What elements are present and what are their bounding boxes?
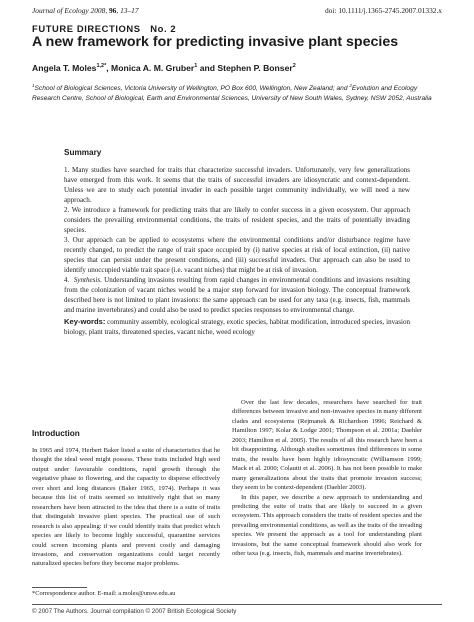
series-label: FUTURE DIRECTIONS No. 2 [32, 23, 177, 34]
body-column-right [232, 398, 422, 559]
author-superscript: 2 [292, 63, 296, 70]
footer-divider [32, 604, 442, 605]
summary-point: 2. We introduce a framework for predicting traits that are likely to confer success in a given ecosystem. Our approach considers the prevailing environmental conditions, the traits of resident species, and the traits of potentially invading species. [64, 206, 410, 234]
summary-point [64, 275, 410, 315]
body-column-left [32, 429, 220, 569]
author-superscript: 1 [194, 63, 198, 70]
author-name: , Monica A. M. Gruber [106, 63, 195, 73]
journal-year: 2008, [88, 6, 109, 15]
copyright-notice: © 2007 The Authors. Journal compilation © 2007 British Ecological Society [32, 608, 237, 615]
affiliation-superscript: 2 [349, 83, 352, 88]
keywords-list: community assembly, ecological strategy, exotic species, habitat modification, introduced species, invasion biology, plant traits, threatened species, vacant niche, weed ecology [64, 318, 410, 336]
summary-section [64, 148, 410, 337]
journal-pages: , 13–17 [116, 6, 139, 15]
keywords-label: Key-words: [64, 317, 106, 326]
author-list [32, 63, 452, 73]
doi-text: doi: 10.1111/j.1365-2745.2007.01332.x [324, 6, 442, 15]
body-paragraph: Over the last few decades, researchers have searched for trait differences between invasive and non-invasive species in many different clades and ecosystems (Rejmanek & Richardson 1996; Reichard & Hamilton 1997; Kolar & Lodge 2001; Thompson et al. 2001a; Daehler 2003; Hamilton et al. 2005). The results of all this research have been a bit disappointing. Although studies sometimes find differences in some traits, the results have been highly idiosyncratic (Williamson 1999; Mack et al. 2000; Colautti et al. 2006). It has not been possible to make many generalizations about the traits that promote invasion success; they seem to be context-dependent (Daehler 2003). [232, 399, 422, 492]
affiliation-text: Evolution and Ecology Research Centre, School of Biological, Earth and Environmental Sciences, University of New South Wales, Sydney, NSW 2052, Australia [32, 85, 432, 102]
author-name: Angela T. Moles [32, 63, 97, 73]
affiliation-text: School of Biological Sciences, Victoria University of Wellington, PO Box 600, Wellington, New Zealand; and [34, 85, 350, 93]
correspondence-footnote: *Correspondence author. E-mail: a.moles@unsw.edu.au [32, 590, 176, 597]
summary-number: 4. [64, 276, 74, 284]
summary-point: 1. Many studies have searched for traits that characterize successful invaders. Unfortunately, very few generalizations have emerged from this work. It seems that the traits of successful invaders are idiosyncratic and context-dependent. Unless we are to study each potential invader in each possible target community individually, we will need a new approach. [64, 166, 410, 204]
summary-heading: Summary [64, 148, 102, 157]
affiliations [32, 81, 442, 103]
introduction-heading: Introduction [32, 429, 80, 438]
synthesis-label: Synthesis [73, 276, 101, 284]
keywords [64, 317, 410, 337]
article-title: A new framework for predicting invasive plant species [32, 34, 399, 50]
footnote-divider [32, 587, 87, 588]
journal-name: Journal of Ecology [32, 6, 89, 15]
body-paragraph: In this paper, we describe a new approach to understanding and predicting the suite of traits that are likely to succeed in a given ecosystem. This approach considers the traits of resident species and the prevailing environmental conditions, as well as the traits of the invading species. We present the approach as a tool for understanding plant invasions, but the same conceptual framework should also work for other taxa (e.g. insects, fish, mammals and marine invertebrates). [232, 493, 422, 558]
body-paragraph: In 1965 and 1974, Herbert Baker listed a suite of characteristics that he thought the ideal weed might possess. These traits included high seed output under favourable conditions, rapid growth through the vegetative phase to flowering, and the capacity to disperse effectively over short and long distances (Baker 1965, 1974). Perhaps it was because this list of traits seemed so intuitively right that so many researchers have been attracted to the idea that there is a suite of traits that distinguish invasive plant species. The practical use of such research is also appealing: if we could identify traits that predict which species are likely to become highly successful, quarantine services could screen incoming plants and prevent costly and damaging invasions, and conservation organizations could target recently naturalized species before they become major problems. [32, 447, 220, 568]
summary-text: . Understanding invasions resulting from rapid changes in environmental conditions and invasions resulting from the colonization of vacant niches would be a major step forward for invasion biology. The conceptual framework described here is not limited to plant invasions: the same approach can be used for any taxa (e.g. insects, fish, mammals and marine invertebrates) and could also be used to predict species responses to environmental change. [64, 276, 410, 314]
summary-point: 3. Our approach can be applied to ecosystems where the environmental conditions and/or disturbance regime have recently changed, to predict the range of trait space occupied by (i) native species at risk of local extinction, (ii) native species that can persist under the present conditions, and (iii) successful invaders. Our approach can also be used to identify unoccupied viable trait space (i.e. vacant niches) that might be at risk of invasion. [64, 236, 410, 274]
author-name: and Stephen P. Bonser [197, 63, 293, 73]
journal-citation [32, 6, 139, 15]
author-superscript: 1,2* [96, 63, 107, 70]
journal-volume: 96 [108, 6, 117, 15]
journal-running-header [32, 6, 442, 18]
affiliation-superscript: 1 [32, 83, 35, 88]
